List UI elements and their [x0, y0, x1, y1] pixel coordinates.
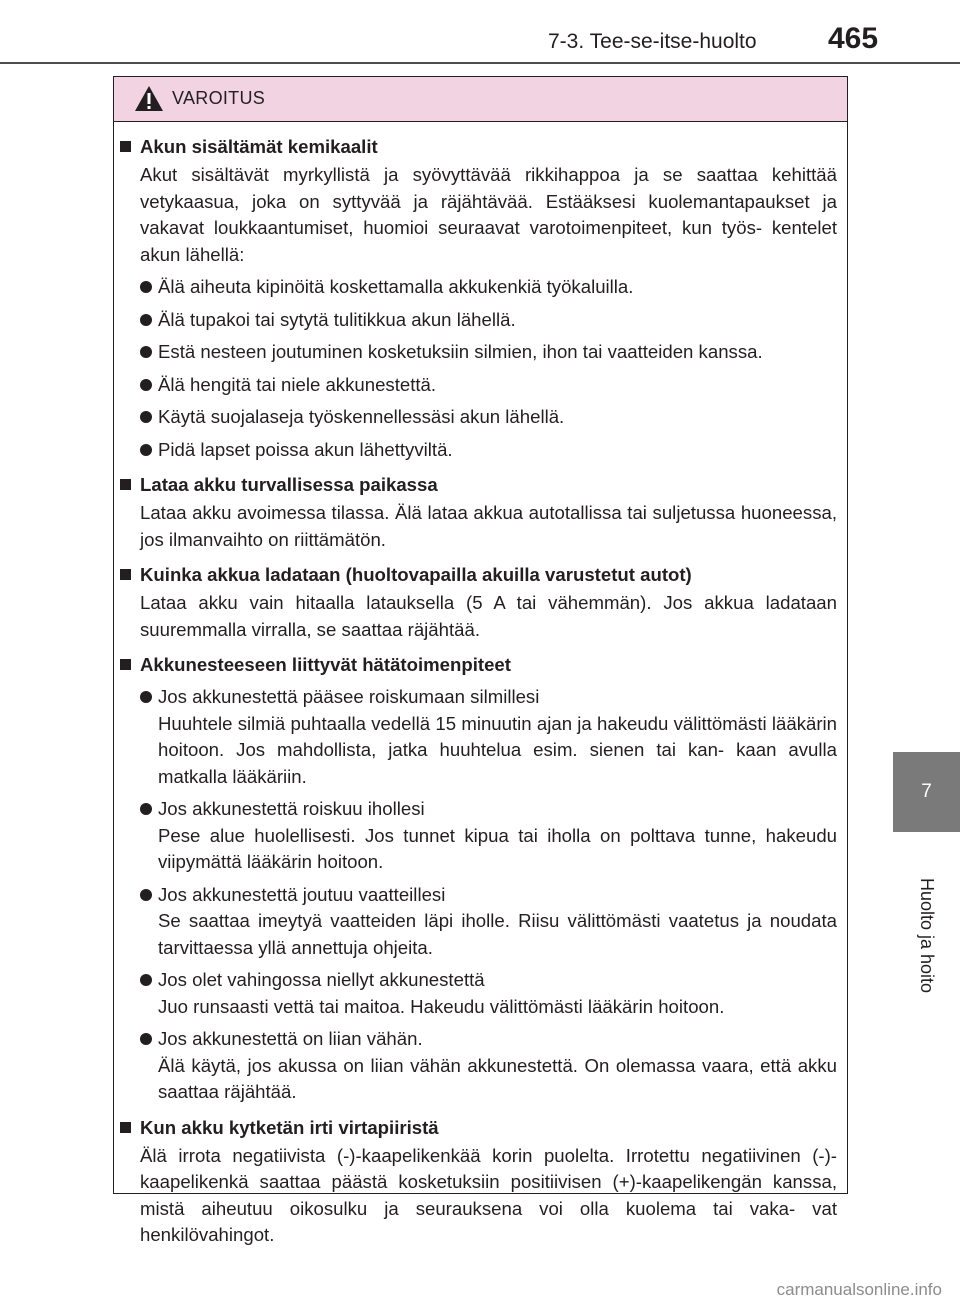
bullet-title: Jos akkunestettä on liian vähän. — [158, 1028, 423, 1049]
bullet-body — [158, 882, 837, 962]
bullet-text: Pese alue huolellisesti. Jos tunnet kipua tai iholla on polttava tunne, hakeudu viipymättä lääkärin hoitoon. — [158, 824, 837, 872]
bullet-item — [140, 307, 837, 334]
bullet-body — [158, 274, 837, 301]
bullet-body — [158, 372, 837, 399]
warning-header — [114, 77, 847, 122]
bullet-item — [140, 1026, 837, 1106]
section-paragraph: Lataa akku vain hitaalla latauksella (5 A tai vähemmän). Jos akkua ladataan suuremmalla virralla, se saattaa räjähtää. — [140, 592, 837, 640]
bullet-body — [158, 796, 837, 876]
round-bullet-icon — [140, 346, 152, 358]
bullet-body — [158, 684, 837, 790]
round-bullet-icon — [140, 1033, 152, 1045]
warning-content — [114, 134, 847, 1258]
bullet-item — [140, 796, 837, 876]
bullet-item — [140, 882, 837, 962]
round-bullet-icon — [140, 379, 152, 391]
square-bullet-icon — [120, 1122, 131, 1133]
bullet-text: Se saattaa imeytyä vaatteiden läpi iholle. Riisu välittömästi vaatetus ja noudata tarvittaessa yllä annettuja ohjeita. — [158, 910, 837, 958]
bullet-item — [140, 372, 837, 399]
section-heading-text: Kuinka akkua ladataan (huoltovapailla akuilla varustetut autot) — [140, 564, 692, 585]
square-bullet-icon — [120, 479, 131, 490]
bullet-text: Älä hengitä tai niele akkunestettä. — [158, 373, 437, 395]
round-bullet-icon — [140, 314, 152, 326]
bullet-text: Pidä lapset poissa akun lähettyviltä. — [158, 438, 453, 460]
bullet-body — [158, 404, 837, 431]
bullet-body — [158, 1026, 837, 1106]
round-bullet-icon — [140, 974, 152, 986]
bullet-item — [140, 339, 837, 366]
section-heading — [118, 652, 837, 678]
warning-box — [113, 76, 848, 1245]
chapter-title: Huolto ja hoito — [917, 877, 938, 993]
section-heading-text: Akkunesteeseen liittyvät hätätoimenpiteet — [140, 654, 511, 675]
section-paragraph: Älä irrota negatiivista (-)-kaapelikenkää korin puolelta. Irrotettu negatiivinen (-)-kaapelikenkä saattaa päästä kosketuksiin positiivisen (+)-kaapelikengän kanssa, mistä aiheutuu oikosulku ja seurauksena voi olla kuolema tai vaka- vat henkilövahingot. — [140, 1144, 837, 1245]
square-bullet-icon — [120, 141, 131, 152]
bullet-item — [140, 437, 837, 464]
bullet-item — [140, 274, 837, 301]
header-rule — [0, 62, 960, 64]
warning-section — [118, 652, 837, 1106]
section-heading — [118, 472, 837, 498]
warning-section — [118, 1115, 837, 1249]
section-paragraph: Akut sisältävät myrkyllistä ja syövyttävää rikkihappoa ja se saattaa kehittää vetykaasua, joka on syttyvää ja räjähtävää. Estääksesi kuolemantapaukset ja vakavat loukkaantumiset, huomioi seuraavat varotoimenpiteet, kun työs- kentelet akun lähellä: — [140, 164, 837, 265]
warning-section — [118, 562, 837, 643]
bullet-item — [140, 404, 837, 431]
bullet-body — [158, 437, 837, 464]
warning-label: VAROITUS — [172, 88, 266, 108]
square-bullet-icon — [120, 569, 131, 580]
chapter-number-tab — [893, 752, 960, 832]
bullet-item — [140, 684, 837, 790]
section-heading-text: Kun akku kytketän irti virtapiiristä — [140, 1116, 439, 1138]
bullet-text: Älä tupakoi tai sytytä tulitikkua akun lähellä. — [158, 308, 516, 330]
round-bullet-icon — [140, 411, 152, 423]
page-number: 465 — [828, 22, 879, 55]
round-bullet-icon — [140, 444, 152, 456]
bullet-text: Älä aiheuta kipinöitä koskettamalla akkukenkiä työkaluilla. — [158, 276, 634, 297]
bullet-body — [158, 339, 837, 366]
bullet-body — [158, 307, 837, 334]
bullet-title: Jos akkunestettä pääsee roiskumaan silmillesi — [158, 686, 540, 707]
chapter-number: 7 — [921, 781, 932, 802]
section-heading — [118, 562, 837, 588]
bullet-item — [140, 967, 837, 1020]
section-heading-text: Lataa akku turvallisessa paikassa — [140, 474, 438, 495]
warning-section — [118, 472, 837, 553]
bullet-title: Jos olet vahingossa niellyt akkunestettä — [158, 969, 485, 990]
section-heading-text: Akun sisältämät kemikaalit — [140, 136, 378, 157]
watermark: carmanualsonline.info — [776, 1280, 942, 1299]
section-title: 7-3. Tee-se-itse-huolto — [548, 30, 757, 53]
bullet-title: Jos akkunestettä joutuu vaatteillesi — [158, 883, 446, 905]
bullet-text: Estä nesteen joutuminen kosketuksiin silmien, ihon tai vaatteiden kanssa. — [158, 341, 763, 362]
round-bullet-icon — [140, 691, 152, 703]
bullet-text: Älä käytä, jos akussa on liian vähän akkunestettä. On olemassa vaara, että akku saattaa räjähtää. — [158, 1054, 837, 1102]
bullet-text: Juo runsaasti vettä tai maitoa. Hakeudu välittömästi lääkärin hoitoon. — [158, 995, 725, 1017]
bullet-title: Jos akkunestettä roiskuu ihollesi — [158, 798, 425, 819]
bullet-text: Käytä suojalaseja työskennellessäsi akun lähellä. — [158, 406, 565, 427]
warning-triangle-icon — [134, 85, 164, 112]
section-heading — [118, 134, 837, 160]
chapter-title-tab — [893, 840, 960, 1030]
bullet-body — [158, 967, 837, 1020]
round-bullet-icon — [140, 281, 152, 293]
section-paragraph: Lataa akku avoimessa tilassa. Älä lataa akkua autotallissa tai suljetussa huoneessa, jos ilmanvaihto on riittämätön. — [140, 502, 837, 550]
warning-section — [118, 134, 837, 463]
bullet-text: Huuhtele silmiä puhtaalla vedellä 15 minuutin ajan ja hakeudu välittömästi lääkärin hoitoon. Jos mahdollista, jatka huuhtelua esim. sienen tai kan- kaan avulla matkalla lääkäriin. — [158, 712, 837, 787]
square-bullet-icon — [120, 659, 131, 670]
round-bullet-icon — [140, 803, 152, 815]
round-bullet-icon — [140, 889, 152, 901]
section-heading — [118, 1115, 837, 1141]
